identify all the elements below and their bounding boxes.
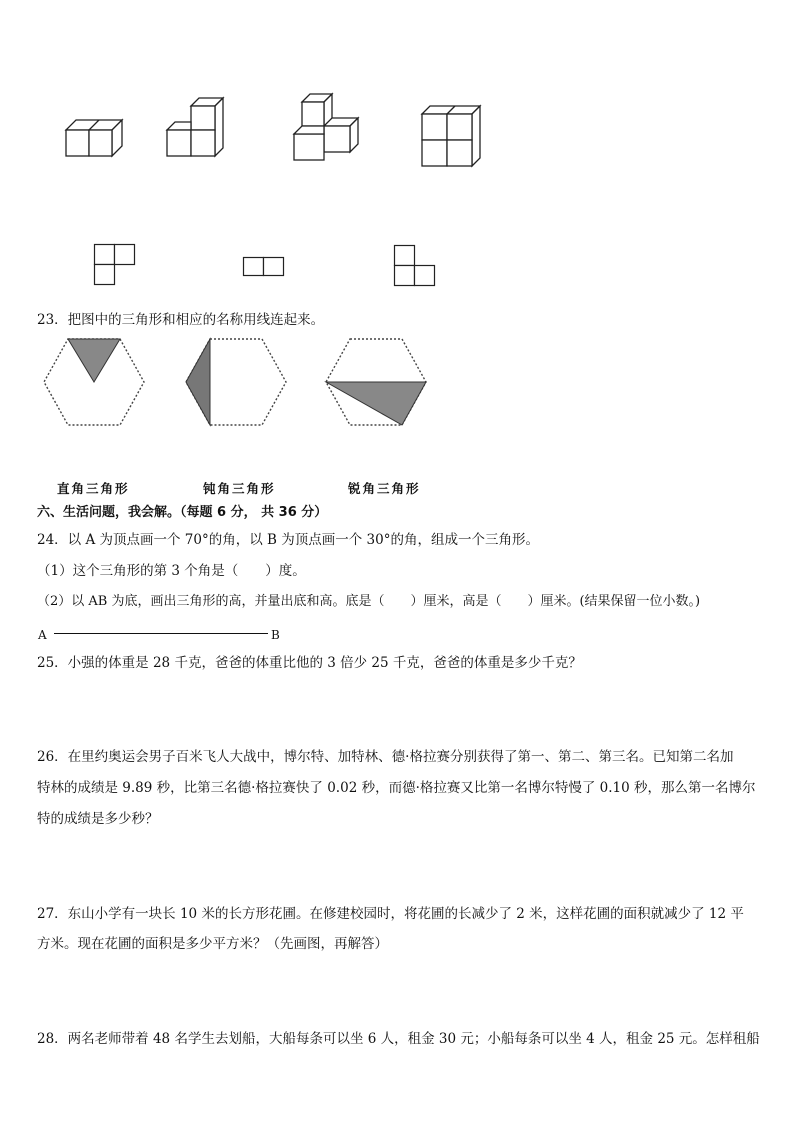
question-27-line-1: 27．东山小学有一块长 10 米的长方形花圃。在修建校园时，将花圃的长减少了 2 米，这样花圃的面积就减少了 12 平 [37, 906, 744, 922]
question-24: 24．以 A 为顶点画一个 70°的角，以 B 为顶点画一个 30°的角，组成一个三角形。 [37, 532, 539, 548]
question-26-line-1: 26．在里约奥运会男子百米飞人大战中，博尔特、加特林、德·格拉赛分别获得了第一、第二、第三名。已知第二名加 [37, 749, 734, 765]
question-26-line-2: 特林的成绩是 9.89 秒，比第三名德·格拉赛快了 0.02 秒，而德·格拉赛又比第一名博尔特慢了 0.10 秒，那么第一名博尔 [37, 780, 756, 796]
view-figure-3 [394, 245, 436, 289]
question-25: 25．小强的体重是 28 千克，爸爸的体重比他的 3 倍少 25 千克，爸爸的体重是多少千克？ [37, 655, 582, 671]
question-24-sub-1: （1）这个三角形的第 3 个角是（ ）度。 [37, 563, 306, 579]
segment-ab [54, 633, 268, 634]
view-figure-2 [243, 257, 287, 279]
cube-figure-1 [60, 112, 130, 162]
label-obtuse-triangle: 钝角三角形 [203, 481, 276, 496]
label-right-triangle: 直角三角形 [57, 481, 130, 496]
question-28-line-1: 28．两名老师带着 48 名学生去划船，大船每条可以坐 6 人，租金 30 元；小船每条可以坐 4 人，租金 25 元。怎样租船 [37, 1031, 760, 1047]
question-27-line-2: 方米。现在花圃的面积是多少平方米？（先画图，再解答） [37, 936, 388, 952]
label-acute-triangle: 锐角三角形 [348, 481, 421, 496]
cube-figure-3 [290, 94, 365, 164]
hexagon-figure-2 [186, 338, 286, 426]
question-26-line-3: 特的成绩是多少秒？ [37, 811, 159, 827]
hexagon-figure-1 [44, 338, 144, 426]
section-6-heading: 六、生活问题，我会解。（每题 6 分， 共 36 分） [37, 505, 328, 520]
question-24-sub-2: （2）以 AB 为底，画出三角形的高，并量出底和高。底是（ ）厘米，高是（ ）厘米。(结果保留一位小数。) [37, 594, 701, 609]
view-figure-1 [94, 244, 136, 288]
cube-figure-4 [418, 106, 488, 170]
hexagon-figure-3 [326, 338, 426, 426]
cube-figure-2 [162, 98, 232, 162]
point-b-label: B [271, 628, 280, 642]
point-a-label: A [38, 628, 47, 642]
question-23: 23．把图中的三角形和相应的名称用线连起来。 [37, 312, 325, 328]
